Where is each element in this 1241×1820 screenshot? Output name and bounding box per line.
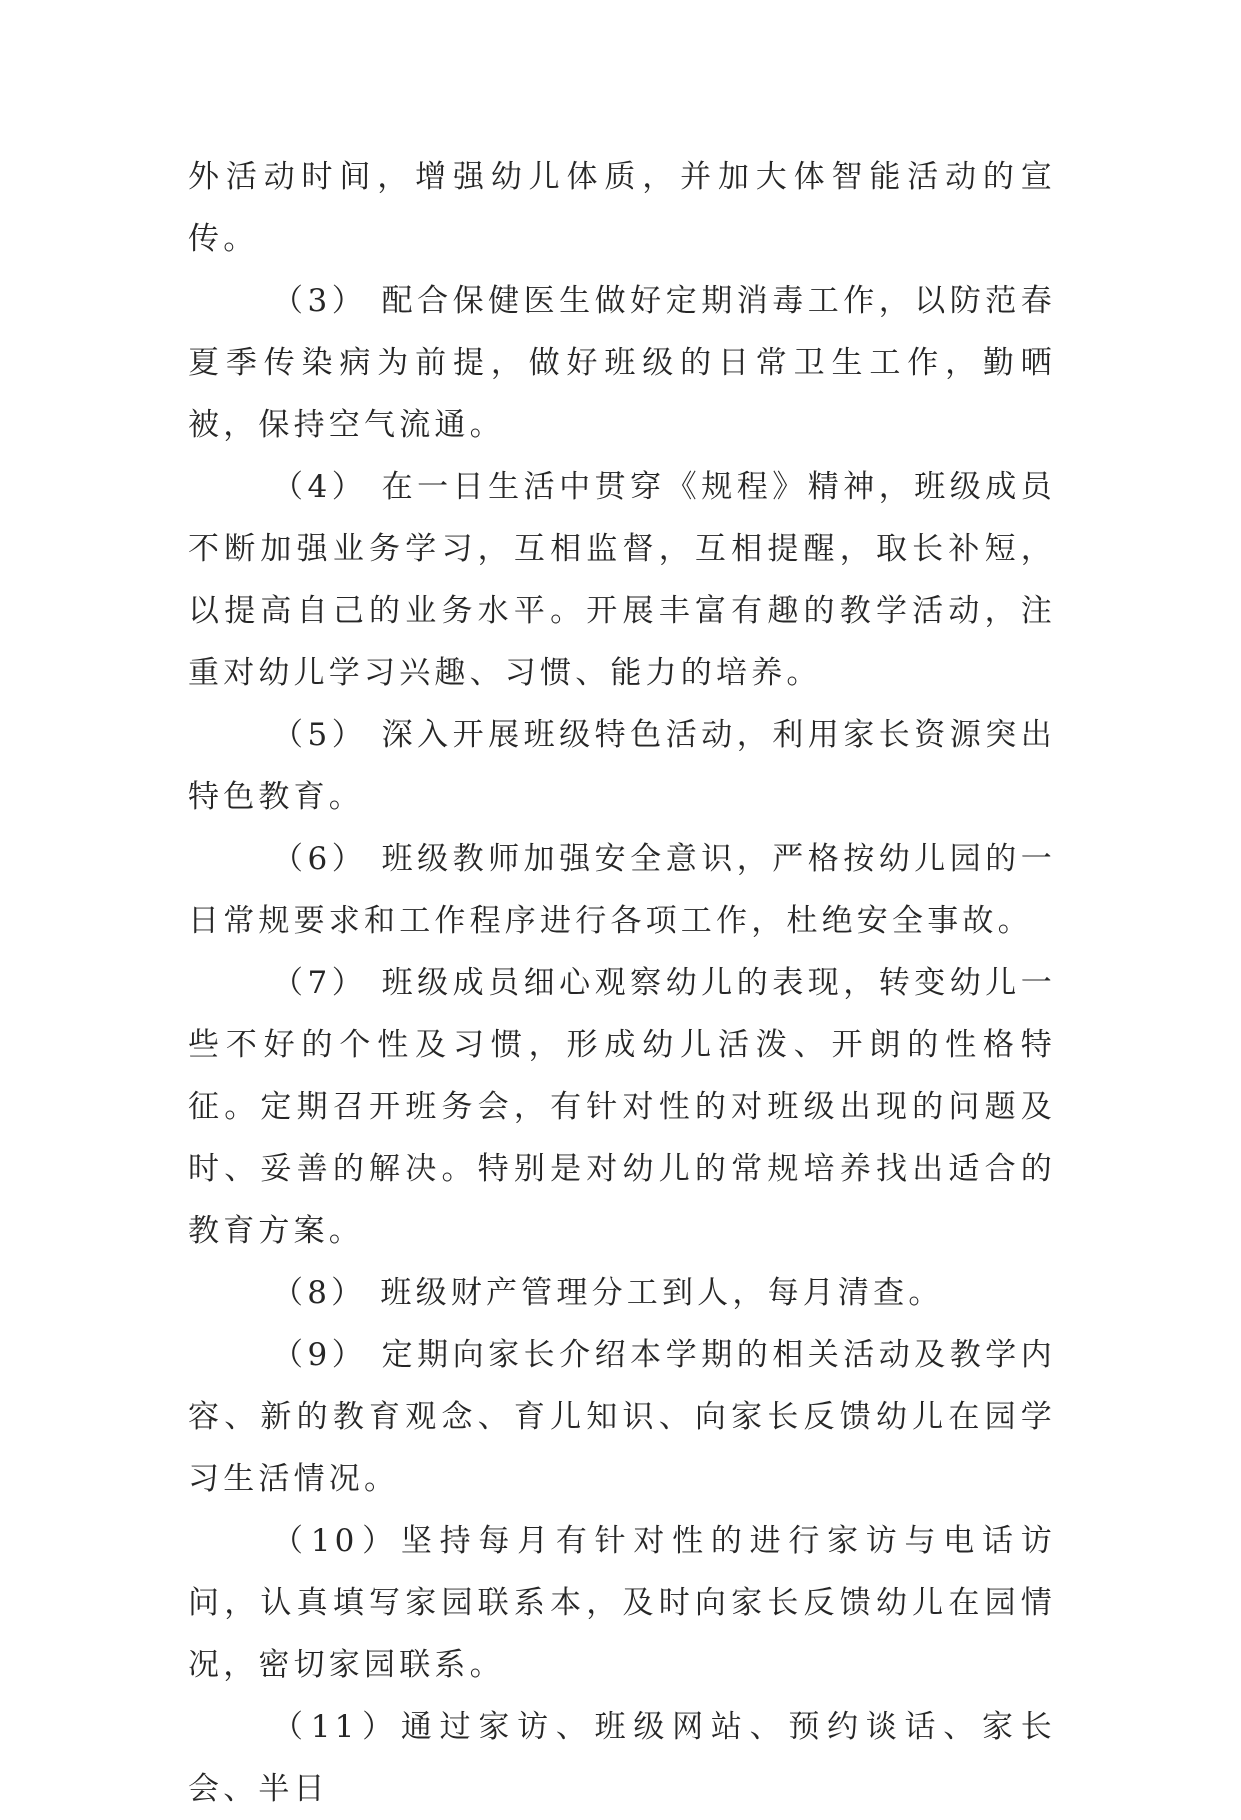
paragraph-item-8: （8） 班级财产管理分工到人，每月清查。	[272, 1275, 944, 1311]
paragraph-item-10: （10）坚持每月有针对性的进行家访与电话访问，认真填写家园联系本，及时向家长反馈幼儿在园情况，密切家园联系。	[188, 1523, 1056, 1683]
paragraph-item-6: （6） 班级教师加强安全意识，严格按幼儿园的一日常规要求和工作程序进行各项工作，杜绝安全事故。	[188, 841, 1056, 939]
paragraph-continuation: 外活动时间，增强幼儿体质，并加大体智能活动的宣传。	[188, 159, 1056, 257]
paragraph-item-5: （5） 深入开展班级特色活动，利用家长资源突出特色教育。	[188, 717, 1056, 815]
document-body	[188, 146, 1056, 1820]
paragraph-item-9: （9） 定期向家长介绍本学期的相关活动及教学内容、新的教育观念、育儿知识、向家长反馈幼儿在园学习生活情况。	[188, 1337, 1056, 1497]
paragraph-item-3: （3） 配合保健医生做好定期消毒工作，以防范春夏季传染病为前提，做好班级的日常卫生工作，勤晒被，保持空气流通。	[188, 283, 1056, 443]
paragraph-item-4: （4） 在一日生活中贯穿《规程》精神，班级成员不断加强业务学习，互相监督，互相提醒，取长补短，以提高自己的业务水平。开展丰富有趣的教学活动，注重对幼儿学习兴趣、习惯、能力的培养。	[188, 469, 1056, 691]
paragraph-item-7: （7） 班级成员细心观察幼儿的表现，转变幼儿一些不好的个性及习惯，形成幼儿活泼、开朗的性格特征。定期召开班务会，有针对性的对班级出现的问题及时、妥善的解决。特别是对幼儿的常规培养找出适合的教育方案。	[188, 965, 1056, 1249]
paragraph-item-11: （11）通过家访、班级网站、预约谈话、家长会、半日	[188, 1709, 1056, 1807]
